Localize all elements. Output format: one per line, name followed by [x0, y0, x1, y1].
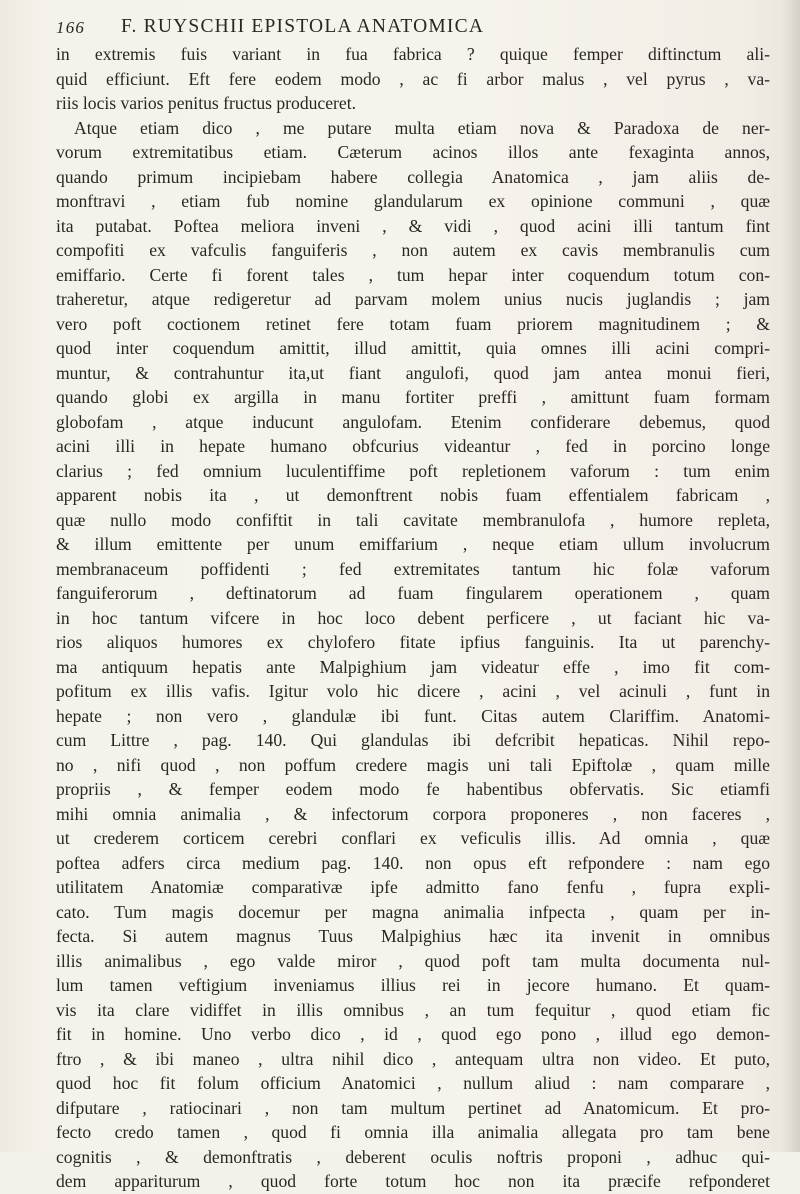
text-line: utilitatem Anatomiæ comparativæ ipfe admitto fano fenfu , fupra expli- [56, 877, 770, 897]
text-line: riis locis varios penitus fructus produceret. [56, 93, 356, 113]
text-line: quando primum incipiebam habere collegia Anatomica , jam aliis de- [56, 166, 770, 187]
text-line: membranaceum poffidenti ; fed extremitates tantum hic folæ vaforum [56, 558, 770, 579]
text-line: rios aliquos humores ex chylofero fitate ipfius fanguinis. Ita ut parenchy- [56, 632, 770, 652]
text-line: mihi omnia animalia , & infectorum corpora proponeres , non faceres , [56, 803, 770, 824]
page-edge-shadow [782, 0, 800, 1152]
text-line: ma antiquum hepatis ante Malpighium jam videatur effe , imo fit com- [56, 656, 770, 677]
running-head: F. RUYSCHII EPISTOLA ANATOMICA [121, 16, 485, 37]
text-line: ftro , & ibi maneo , ultra nihil dico , antequam ultra non video. Et puto, [56, 1048, 770, 1069]
text-line: quid efficiunt. Eft fere eodem modo , ac fi arbor malus , vel pyrus , va- [56, 68, 770, 89]
page-number: 166 [56, 18, 86, 37]
text-line: vis ita clare vidiffet in illis omnibus , an tum fequitur , quod etiam fic [56, 999, 770, 1020]
text-line: lum tamen veftigium inveniamus illius rei in jecore humano. Et quam- [56, 975, 770, 995]
text-line: cum Littre , pag. 140. Qui glandulas ibi defcribit hepaticas. Nihil repo- [56, 730, 770, 750]
text-line: cognitis , & demonftratis , deberent oculis noftris proponi , adhuc qui- [56, 1146, 770, 1167]
text-line: ut crederem corticem cerebri conflari ex veficulis illis. Ad omnia , quæ [56, 828, 770, 848]
text-line: fit in homine. Uno verbo dico , id , quod ego pono , illud ego demon- [56, 1024, 770, 1044]
text-line: fecta. Si autem magnus Tuus Malpighius hæc ita invenit in omnibus [56, 926, 770, 946]
text-line: & illum emittente per unum emiffarium , neque etiam ullum involucrum [56, 534, 770, 554]
text-line: vorum extremitatibus etiam. Cæterum acinos illos ante fexaginta annos, [56, 142, 770, 162]
body-text [56, 42, 770, 1194]
text-line: traheretur, atque redigeretur ad parvam molem unius nucis juglandis ; jam [56, 289, 770, 309]
text-line: clarius ; fed omnium luculentiffime poft repletionem vaforum : tum enim [56, 460, 770, 481]
text-line: cato. Tum magis docemur per magna animalia infpecta , quam per in- [56, 901, 770, 922]
text-line: ita putabat. Poftea meliora inveni , & vidi , quod acini illi tantum fint [56, 215, 770, 236]
text-line: quæ nullo modo confiftit in tali cavitate membranulofa , humore repleta, [56, 509, 770, 530]
text-line: fanguiferorum , deftinatorum ad fuam fingularem operationem , quam [56, 583, 770, 603]
text-line: hepate ; non vero , glandulæ ibi funt. Citas autem Clariffim. Anatomi- [56, 705, 770, 726]
text-line: quod hoc fit folum officium Anatomici , nullum aliud : nam comparare , [56, 1073, 770, 1093]
text-line: globofam , atque inducunt angulofam. Etenim confiderare debemus, quod [56, 411, 770, 432]
text-line: pofitum ex illis vafis. Igitur volo hic dicere , acini , vel acinuli , funt in [56, 681, 770, 701]
page-header [56, 16, 746, 42]
text-line: difputare , ratiocinari , non tam multum pertinet ad Anatomicum. Et pro- [56, 1097, 770, 1118]
text-line: poftea adfers circa medium pag. 140. non opus eft refpondere : nam ego [56, 852, 770, 873]
text-line: monftravi , etiam fub nomine glandularum ex opinione communi , quæ [56, 191, 770, 211]
text-line: fecto credo tamen , quod fi omnia illa animalia allegata pro tam bene [56, 1122, 770, 1142]
text-line: Atque etiam dico , me putare multa etiam nova & Paradoxa de ner- [74, 117, 770, 138]
text-line: in extremis fuis variant in fua fabrica ? quique femper diftinctum ali- [56, 44, 770, 64]
text-line: muntur, & contrahuntur ita,ut fiant angulofi, quod jam antea monui fieri, [56, 362, 770, 383]
text-line: apparent nobis ita , ut demonftrent nobis fuam effentialem fabricam , [56, 485, 770, 505]
text-line: compofiti ex vafculis fanguiferis , non autem ex cavis membranulis cum [56, 240, 770, 260]
text-line: no , nifi quod , non poffum credere magis uni tali Epiftolæ , quam mille [56, 754, 770, 775]
text-line: quod inter coquendum amittit, illud amittit, quia omnes illi acini compri- [56, 338, 770, 358]
text-line: dem appariturum , quod forte totum hoc non ita præcife refponderet [56, 1171, 770, 1191]
text-line: vero poft coctionem retinet fere totam fuam priorem magnitudinem ; & [56, 313, 770, 334]
text-line: in hoc tantum vifcere in hoc loco debent perficere , ut faciant hic va- [56, 607, 770, 628]
text-line: propriis , & femper eodem modo fe habentibus obfervatis. Sic etiamfi [56, 779, 770, 799]
text-line: quando globi ex argilla in manu fortiter preffi , amittunt fuam formam [56, 387, 770, 407]
text-line: emiffario. Certe fi forent tales , tum hepar inter coquendum totum con- [56, 264, 770, 285]
text-line: acini illi in hepate humano obfcurius videantur , fed in porcino longe [56, 436, 770, 456]
text-line: illis animalibus , ego valde miror , quod poft tam multa documenta nul- [56, 950, 770, 971]
